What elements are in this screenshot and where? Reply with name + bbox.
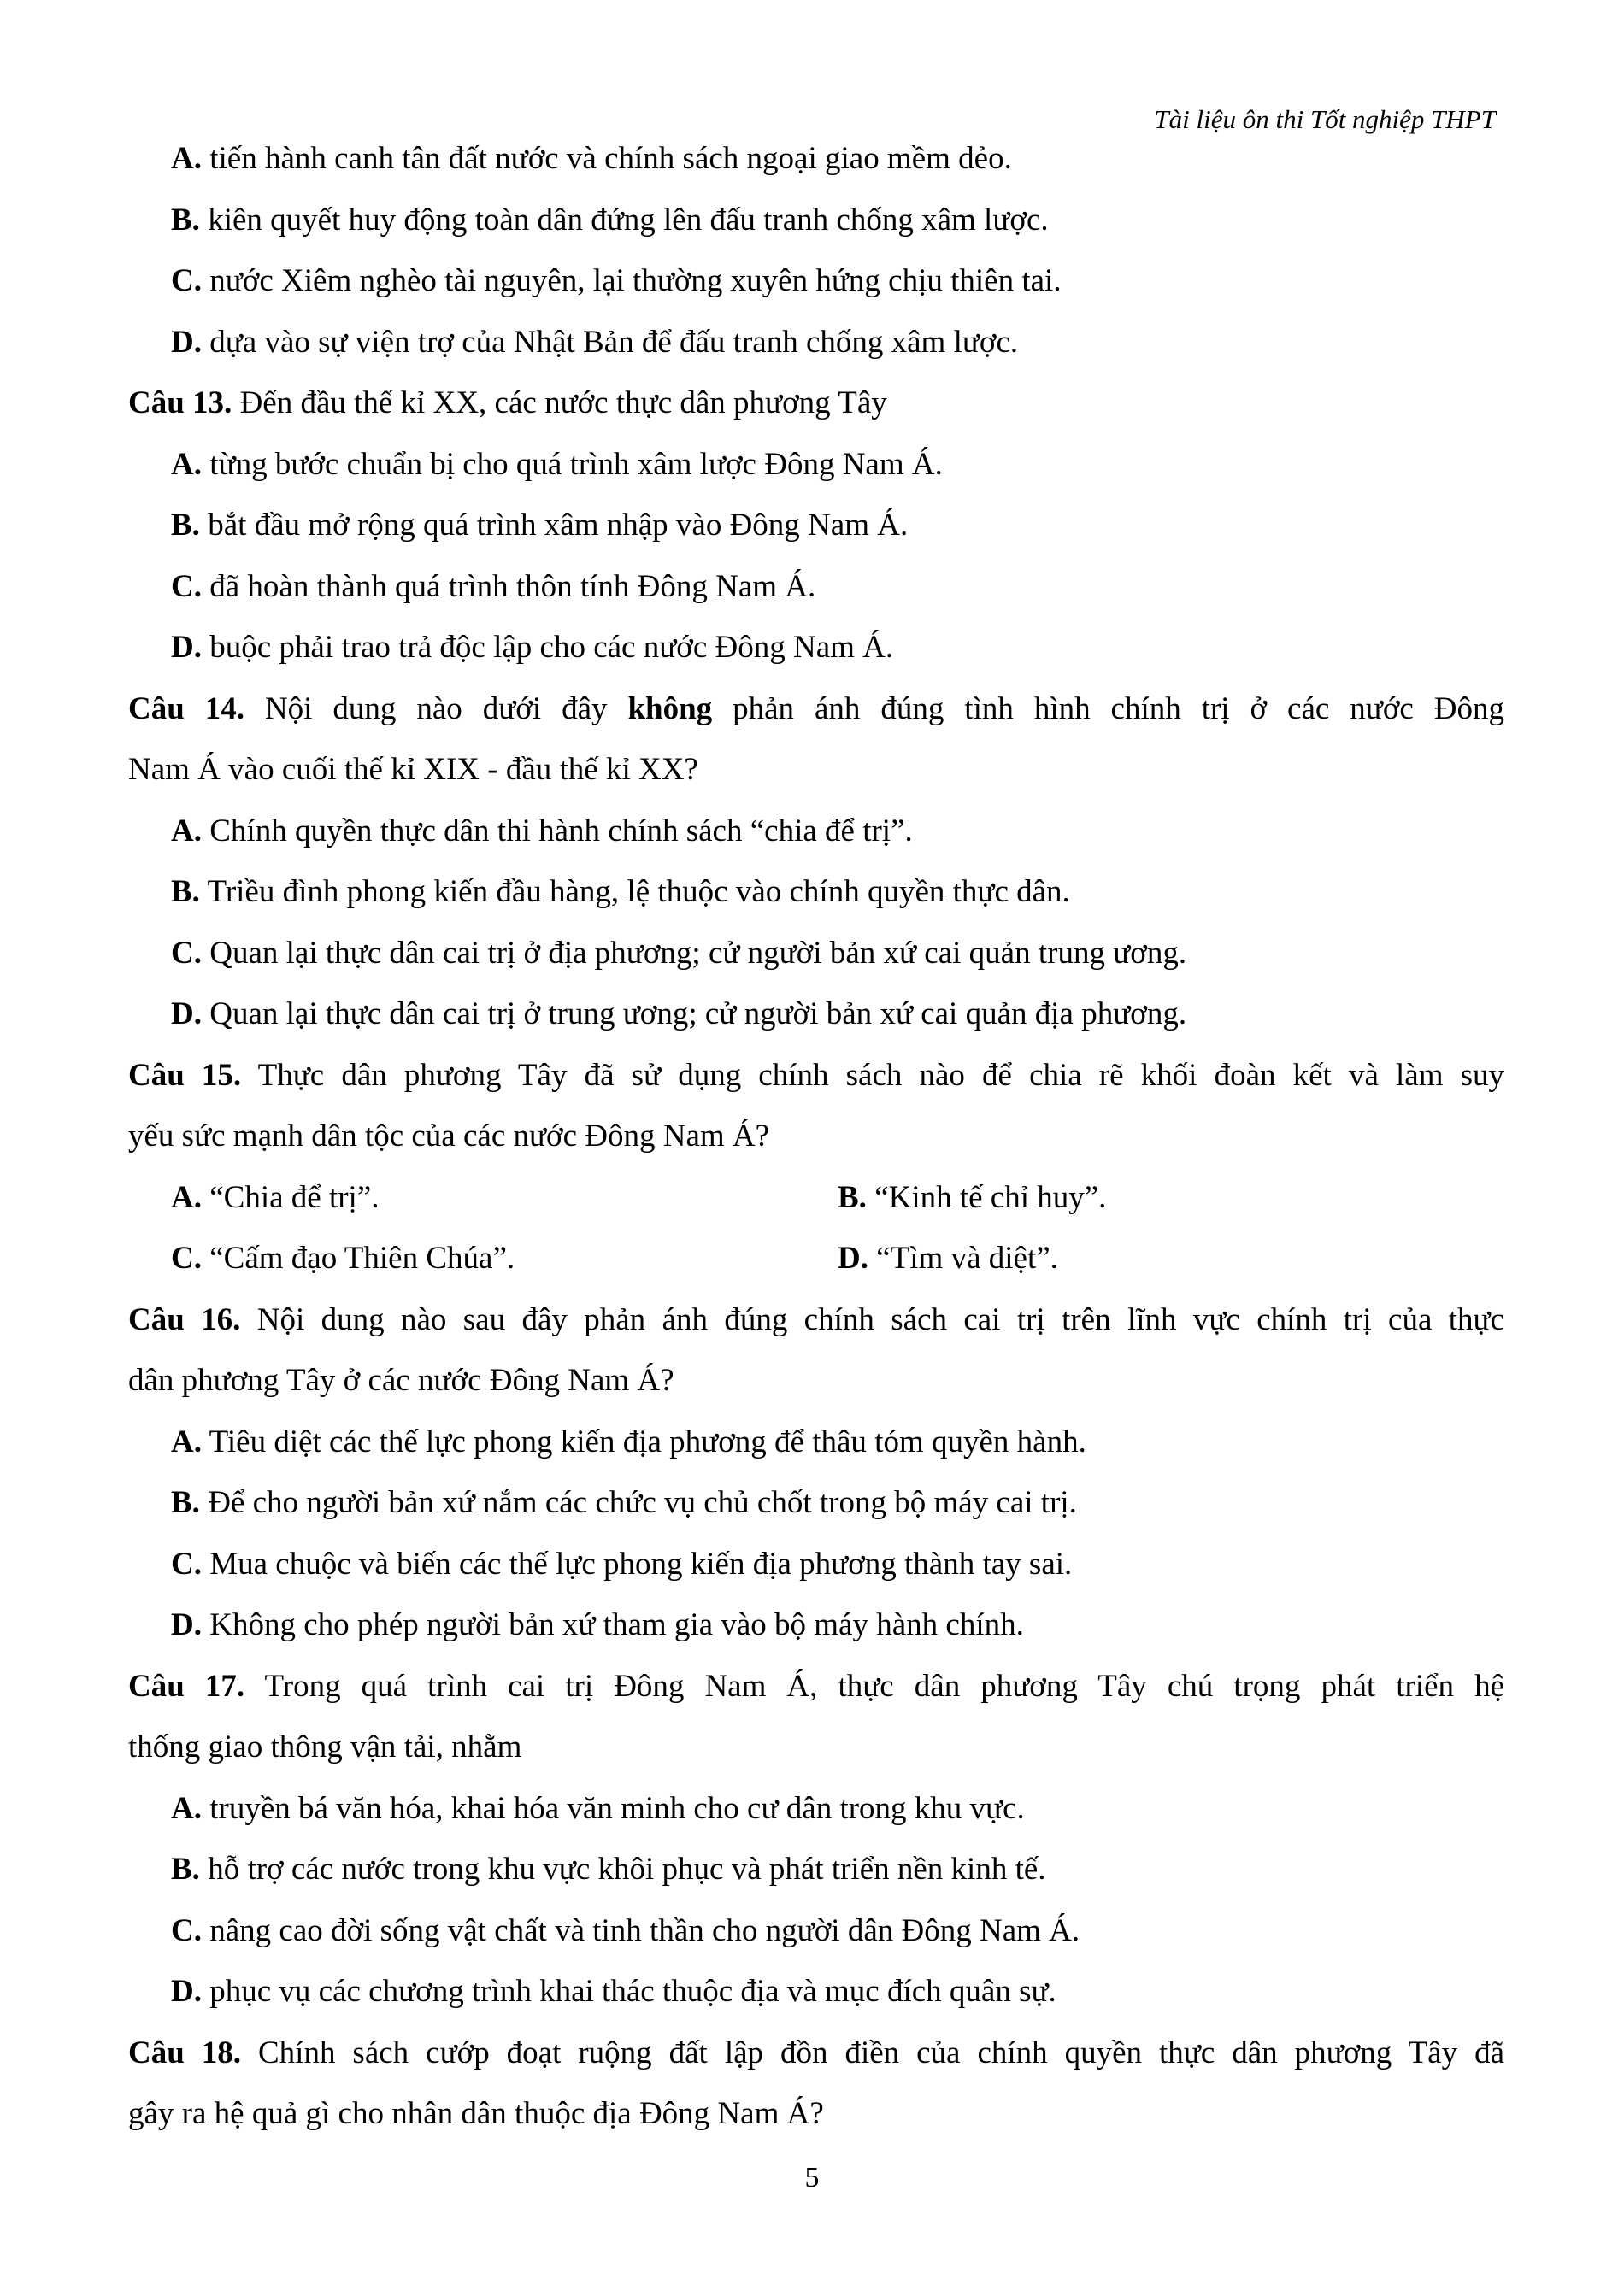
q14-question-line2: Nam Á vào cuối thế kỉ XIX - đầu thế kỉ XX? — [128, 752, 698, 787]
q14-question-line1: Câu 14. Nội dung nào dưới đây không phản ánh đúng tình hình chính trị ở các nước Đông — [128, 690, 1504, 726]
q14-option-a: A. Chính quyền thực dân thi hành chính sách “chia để trị”. — [171, 813, 913, 849]
q17-question-line2: thống giao thông vận tải, nhằm — [128, 1729, 522, 1765]
q13-option-b: B. bắt đầu mở rộng quá trình xâm nhập vào Đông Nam Á. — [171, 508, 909, 543]
q15-question-line1: Câu 15. Thực dân phương Tây đã sử dụng chính sách nào để chia rẽ khối đoàn kết và làm suy — [128, 1057, 1504, 1093]
q17-option-c: C. nâng cao đời sống vật chất và tinh thần cho người dân Đông Nam Á. — [171, 1912, 1080, 1948]
q16-option-a: A. Tiêu diệt các thế lực phong kiến địa phương để thâu tóm quyền hành. — [171, 1424, 1086, 1459]
q15-option-a: A. “Chia để trị”. — [171, 1179, 380, 1215]
q18-question-line1: Câu 18. Chính sách cướp đoạt ruộng đất lập đồn điền của chính quyền thực dân phương Tây đã — [128, 2035, 1504, 2070]
q17-question-line1: Câu 17. Trong quá trình cai trị Đông Nam Á, thực dân phương Tây chú trọng phát triển hệ — [128, 1668, 1504, 1704]
q17-option-b: B. hỗ trợ các nước trong khu vực khôi phục và phát triển nền kinh tế. — [171, 1852, 1046, 1887]
document-body — [128, 128, 1504, 2145]
q16-option-b: B. Để cho người bản xứ nắm các chức vụ chủ chốt trong bộ máy cai trị. — [171, 1485, 1077, 1520]
q13-option-a: A. từng bước chuẩn bị cho quá trình xâm lược Đông Nam Á. — [171, 446, 943, 482]
q15-options-row1 — [128, 1167, 1504, 1229]
q17-option-d: D. phục vụ các chương trình khai thác thuộc địa và mục đích quân sự. — [171, 1974, 1056, 2009]
q13-question: Câu 13. Đến đầu thế kỉ XX, các nước thực dân phương Tây — [128, 385, 887, 420]
q18-question-line2: gây ra hệ quả gì cho nhân dân thuộc địa Đông Nam Á? — [128, 2096, 824, 2131]
q12-option-c: C. nước Xiêm nghèo tài nguyên, lại thường xuyên hứng chịu thiên tai. — [171, 263, 1062, 298]
q13-option-d: D. buộc phải trao trả độc lập cho các nước Đông Nam Á. — [171, 630, 894, 665]
q17-option-a: A. truyền bá văn hóa, khai hóa văn minh cho cư dân trong khu vực. — [171, 1790, 1025, 1826]
q12-option-d: D. dựa vào sự viện trợ của Nhật Bản để đấu tranh chống xâm lược. — [171, 324, 1019, 360]
q15-option-d: D. “Tìm và diệt”. — [838, 1241, 1058, 1276]
q16-question-line1: Câu 16. Nội dung nào sau đây phản ánh đúng chính sách cai trị trên lĩnh vực chính trị của thực — [128, 1301, 1504, 1337]
q15-option-b: B. “Kinh tế chỉ huy”. — [838, 1179, 1107, 1215]
q15-option-c: C. “Cấm đạo Thiên Chúa”. — [171, 1241, 515, 1276]
q16-option-d: D. Không cho phép người bản xứ tham gia vào bộ máy hành chính. — [171, 1607, 1024, 1642]
q15-options-row2 — [128, 1228, 1504, 1289]
q12-option-a: A. tiến hành canh tân đất nước và chính sách ngoại giao mềm dẻo. — [171, 141, 1012, 176]
q14-option-c: C. Quan lại thực dân cai trị ở địa phương; cử người bản xứ cai quản trung ương. — [171, 935, 1187, 971]
q14-option-b: B. Triều đình phong kiến đầu hàng, lệ thuộc vào chính quyền thực dân. — [171, 874, 1070, 909]
page-header: Tài liệu ôn thi Tốt nghiệp THPT — [1154, 104, 1496, 134]
q14-option-d: D. Quan lại thực dân cai trị ở trung ương; cử người bản xứ cai quản địa phương. — [171, 996, 1187, 1031]
q12-option-b: B. kiên quyết huy động toàn dân đứng lên đấu tranh chống xâm lược. — [171, 202, 1049, 238]
q15-question-line2: yếu sức mạnh dân tộc của các nước Đông Nam Á? — [128, 1119, 770, 1154]
page-number: 5 — [804, 2162, 820, 2193]
q16-question-line2: dân phương Tây ở các nước Đông Nam Á? — [128, 1363, 674, 1398]
q13-option-c: C. đã hoàn thành quá trình thôn tính Đông Nam Á. — [171, 568, 816, 604]
q16-option-c: C. Mua chuộc và biến các thế lực phong kiến địa phương thành tay sai. — [171, 1546, 1073, 1582]
